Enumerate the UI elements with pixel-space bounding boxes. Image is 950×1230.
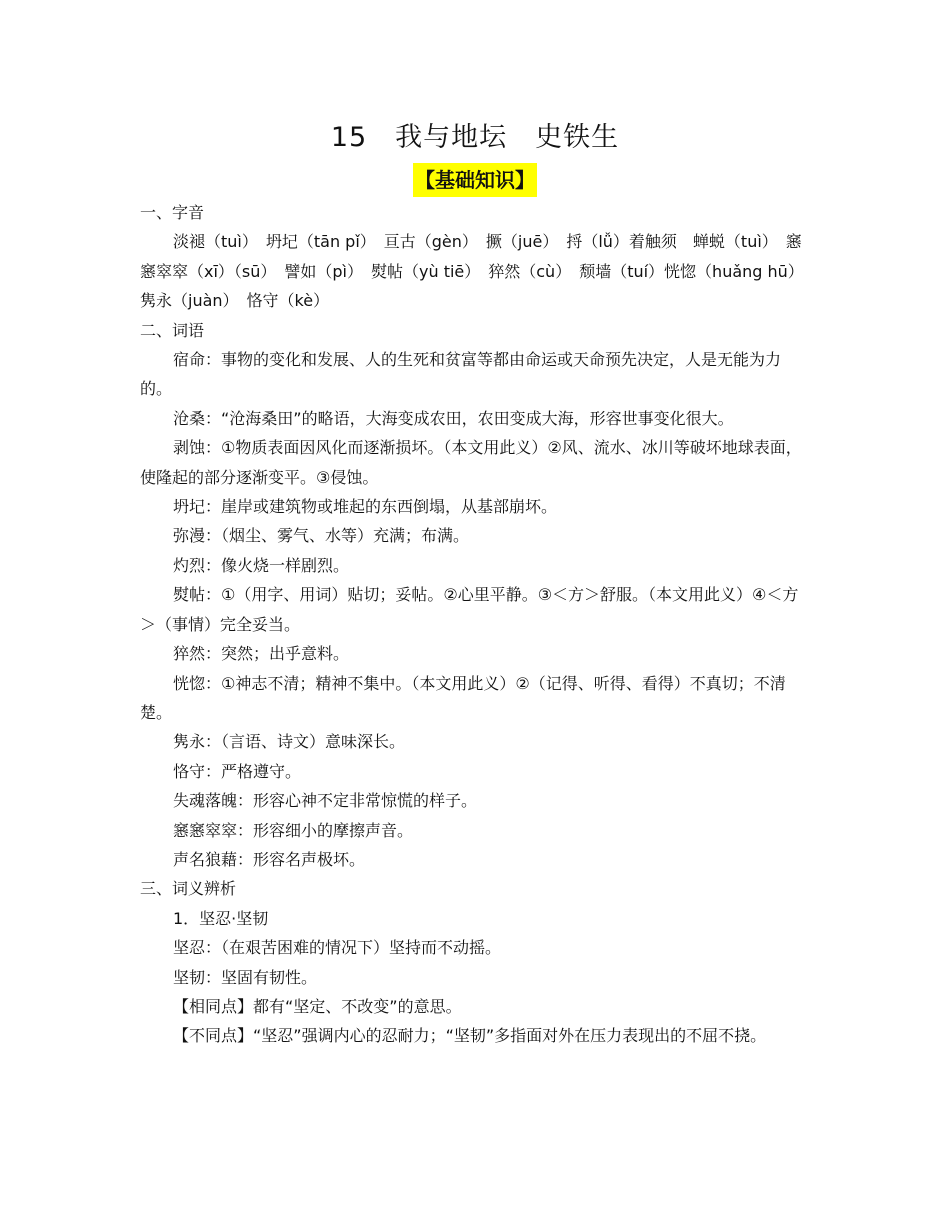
comparison-definition: 坚忍：（在艰苦困难的情况下）坚持而不动摇。 (173, 938, 502, 958)
term-definition: 隽永：（言语、诗文）意味深长。 (173, 732, 406, 752)
subtitle-container (0, 163, 950, 197)
term-definition: 坍圮：崖岸或建筑物或堆起的东西倒塌，从基部崩坏。 (173, 497, 558, 517)
comparison-pair-title: 1．坚忍·坚韧 (173, 908, 269, 928)
term-definition: 窸窸窣窣：形容细小的摩擦声音。 (173, 820, 414, 840)
document-title: 15 我与地坛 史铁生 (330, 122, 620, 153)
comparison-definition: 坚韧：坚固有韧性。 (173, 967, 318, 987)
section-heading: 一、字音 (140, 203, 205, 222)
comparison-similarity: 【相同点】都有“坚定、不改变”的意思。 (173, 996, 462, 1016)
term-definition: 剥蚀：①物质表面因风化而逐渐损坏。（本文用此义）②风、流水、冰川等破坏地球表面，使隆起的部分逐渐变平。③侵蚀。 (140, 438, 802, 487)
term-definition: 弥漫：（烟尘、雾气、水等）充满；布满。 (173, 526, 470, 546)
term-definition: 声名狼藉：形容名声极坏。 (173, 849, 366, 869)
term-definition: 恪守：严格遵守。 (173, 761, 302, 781)
comparison-difference: 【不同点】“坚忍”强调内心的忍耐力；“坚韧”多指面对外在压力表现出的不屈不挠。 (173, 1026, 767, 1046)
term-definition: 失魂落魄：形容心神不定非常惊慌的样子。 (173, 791, 478, 811)
section-badge: 【基础知识】 (413, 163, 537, 197)
term-definition: 沧桑：“沧海桑田”的略语，大海变成农田，农田变成大海，形容世事变化很大。 (173, 408, 734, 428)
pronunciation-list: 淡褪（tuì） 坍圮（tān pǐ） 亘古（gèn） 撅（juē） 捋（lǚ）着触须 蝉蜕（tuì） 窸窸窣窣（xī）（sū） 譬如（pì） 熨帖（yù tiē） 猝然（cù） 颓墙（tuí）恍惚（huǎng hū） 隽永（juàn） 恪守（kè） (140, 232, 812, 311)
term-definition: 灼烈：像火烧一样剧烈。 (173, 555, 350, 575)
term-definition: 熨帖：①（用字、用词）贴切；妥帖。②心里平静。③＜方＞舒服。（本文用此义）④＜方＞（事情）完全妥当。 (140, 585, 799, 634)
section-heading: 三、词义辨析 (140, 879, 237, 899)
term-definition: 猝然：突然；出乎意料。 (173, 644, 350, 664)
section-heading: 二、词语 (140, 320, 205, 340)
term-definition: 恍惚：①神志不清；精神不集中。（本文用此义）②（记得、听得、看得）不真切；不清楚。 (140, 673, 786, 722)
term-definition: 宿命：事物的变化和发展、人的生死和贫富等都由命运或天命预先决定，人是无能为力的。 (140, 350, 782, 399)
document-body (140, 198, 812, 1051)
